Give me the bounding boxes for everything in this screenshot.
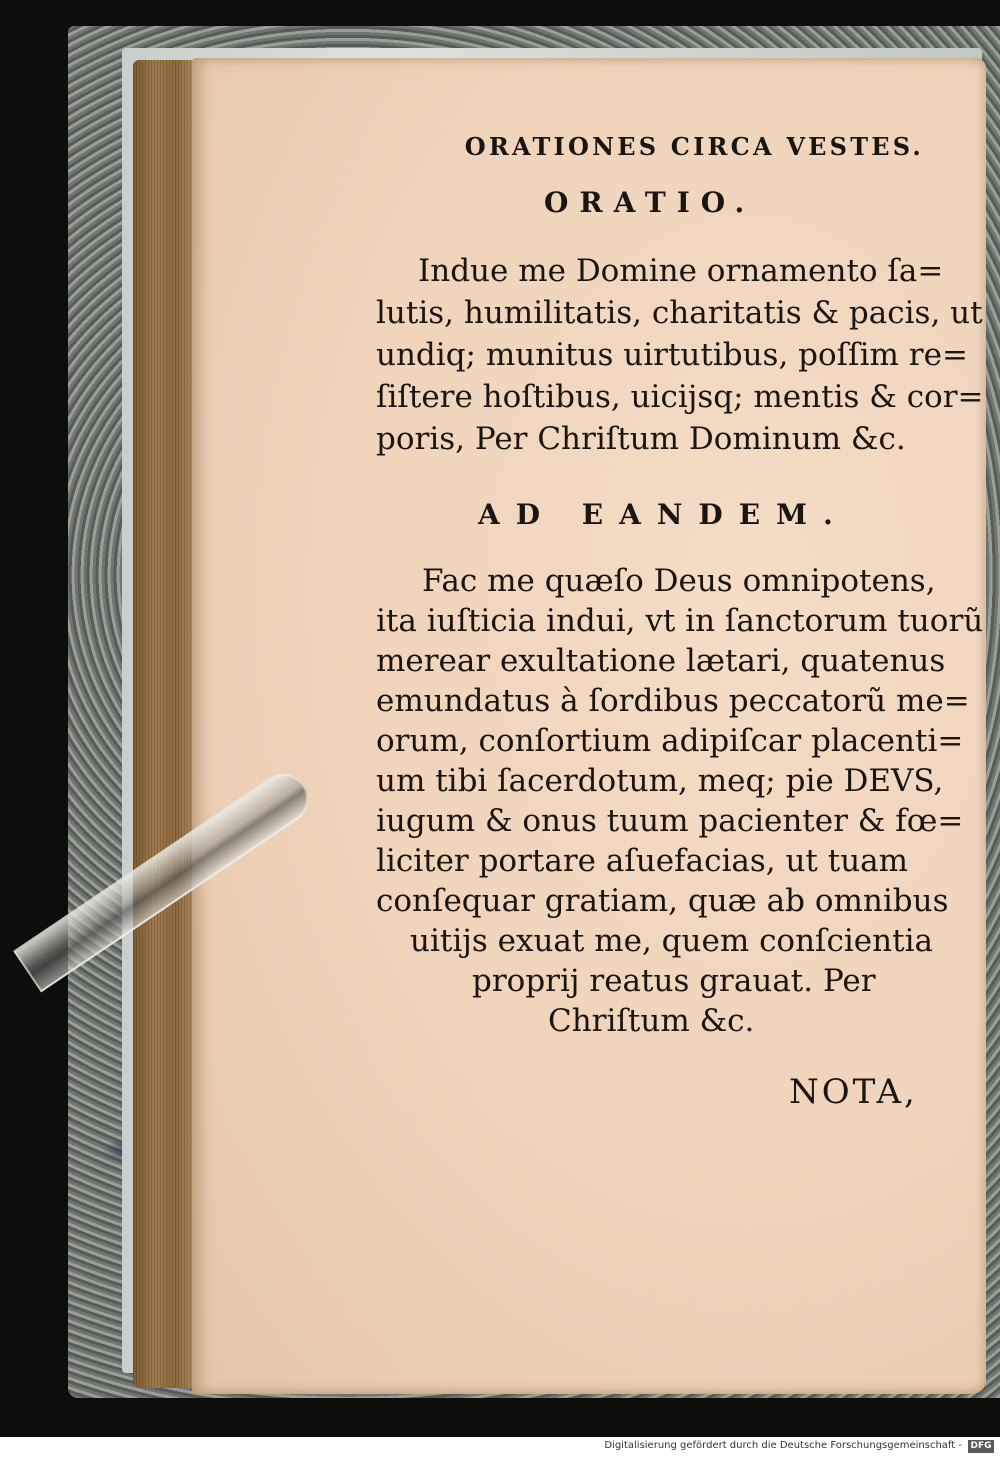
catchword: NOTA,: [789, 1072, 918, 1112]
prayer-line: um tibi ſacerdotum, meq; pie DEVS,: [376, 763, 944, 799]
prayer-line: uitijs exuat me, quem conſcientia: [410, 923, 933, 959]
prayer-line: iugum & onus tuum pacienter & fœ=: [376, 803, 964, 839]
prayer-line: conſequar gratiam, quæ ab omnibus: [376, 883, 949, 919]
prayer-line: orum, conſortium adipiſcar placenti=: [376, 723, 964, 759]
prayer-line: merear exultatione lætari, quatenus: [376, 643, 946, 679]
prayer-line: proprij reatus grauat. Per: [472, 963, 876, 999]
section-heading: AD EANDEM.: [478, 498, 849, 531]
printed-leaf: [192, 58, 986, 1394]
prayer-line: undiq; munitus uirtutibus, poſſim re=: [376, 337, 968, 373]
prayer-line: ſiſtere hoſtibus, uicijsq; mentis & cor=: [376, 379, 984, 415]
prayer-line: Fac me quæſo Deus omnipotens,: [422, 563, 936, 599]
prayer-line: Chriſtum &c.: [548, 1003, 755, 1039]
prayer-line: Indue me Domine ornamento ſa=: [418, 253, 944, 289]
page-text: [192, 58, 986, 1394]
dfg-logo: DFG: [968, 1440, 994, 1453]
prayer-line: liciter portare aſuefacias, ut tuam: [376, 843, 909, 879]
credit-bar: [0, 1437, 1000, 1457]
prayer-line: lutis, humilitatis, charitatis & pacis, ut: [376, 295, 983, 331]
prayer-line: ita iuſticia indui, vt in ſanctorum tuorũ: [376, 603, 984, 639]
running-head: ORATIONES CIRCA VESTES.: [464, 132, 924, 161]
credit-text: Digitalisierung gefördert durch die Deutsche Forschungsgemeinschaft -: [604, 1440, 962, 1451]
prayer-line: emundatus à ſordibus peccatorũ me=: [376, 683, 970, 719]
section-heading: ORATIO.: [544, 186, 756, 219]
prayer-line: poris, Per Chriſtum Dominum &c.: [376, 421, 906, 457]
